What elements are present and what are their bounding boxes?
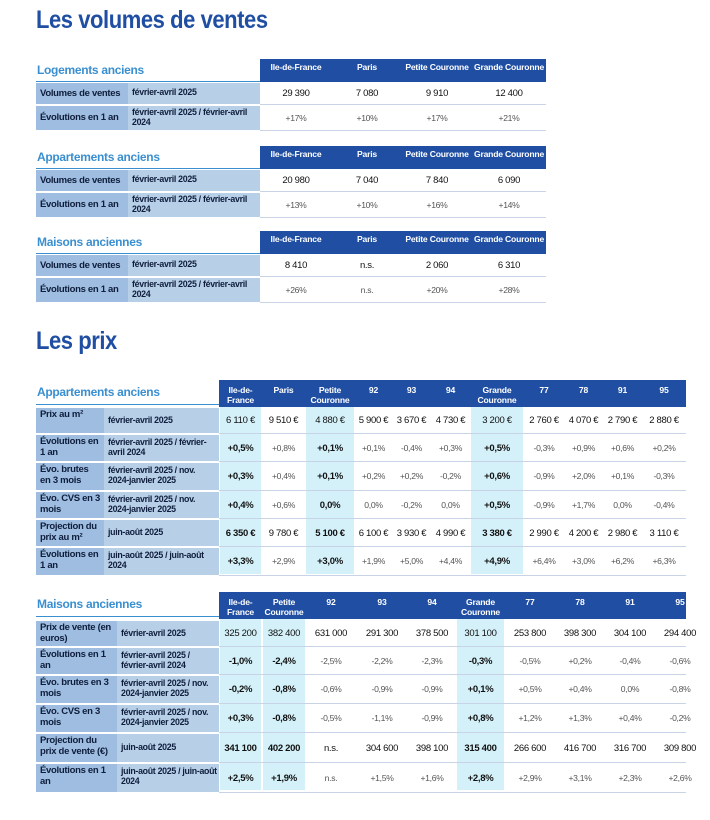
row-label: Évolutions en 1 an (40, 549, 99, 571)
row-label: Évolutions en 1 an (40, 649, 106, 671)
volumes-cell: 9 910 (425, 88, 449, 99)
prix_mai-cell: 315 400 (464, 742, 497, 754)
prix_mai-cell: +0,1% (467, 684, 494, 695)
prix_apt-cell: +0,5% (484, 499, 510, 511)
prix_mai-section-title: Maisons anciennes (37, 597, 142, 611)
prix_mai-col-header: 94 (427, 597, 437, 607)
volumes-col-header: Grande Couronne (473, 62, 545, 72)
prix_mai-cell: -2,3% (421, 655, 443, 666)
prix_apt-cell: -0,3% (653, 471, 675, 481)
prix_apt-col-header: 78 (578, 385, 589, 395)
row-label: Volumes de ventes (40, 87, 121, 99)
prix_mai-cell: +2,6% (668, 772, 692, 783)
prix_mai-cell: 416 700 (563, 742, 597, 754)
prix_mai-cell: -0,5% (519, 655, 541, 666)
prix_mai-cell: +2,8% (467, 772, 494, 784)
prix_mai-col-header: 92 (326, 597, 336, 607)
prix_apt-cell: +4,4% (438, 556, 463, 566)
volumes-cell: n.s. (359, 260, 375, 271)
row-separator (260, 104, 546, 105)
row-label: Évolutions en 1 an (40, 284, 119, 295)
volumes-cell: +17% (285, 112, 307, 123)
row-period: février-avril 2025 / février-avril 2024 (132, 279, 247, 299)
row-separator (219, 546, 686, 547)
prix_apt-cell: 3 200 € (482, 415, 512, 426)
prix_apt-cell: 6 110 € (226, 415, 255, 426)
prix_mai-cell: 301 100 (464, 628, 497, 639)
volumes-cell: 7 080 (355, 88, 379, 99)
volumes-cell: 7 840 (425, 175, 449, 186)
prix_apt-col-header: Paris (273, 385, 294, 395)
row-separator (219, 575, 686, 576)
prix_mai-cell: +0,3% (227, 713, 254, 724)
prix-title: Les prix (36, 327, 117, 355)
prix_apt-col-header: 93 (406, 385, 417, 395)
row-separator (260, 217, 546, 218)
prix_mai-cell: 631 000 (314, 628, 348, 639)
prix_mai-cell: +0,8% (467, 713, 494, 724)
volumes-cell: +10% (356, 112, 378, 123)
prix_apt-cell: -0,2% (440, 471, 461, 481)
prix_apt-col-header: Grande Couronne (477, 385, 517, 405)
volumes-section-title: Appartements anciens (37, 150, 160, 164)
prix_mai-cell: -0,4% (619, 655, 641, 666)
prix_mai-cell: +2,5% (227, 772, 254, 784)
row-period: juin-août 2025 / juin-août 2024 (121, 766, 217, 786)
row-label: Évolutions en 1 an (40, 436, 99, 458)
prix_mai-col-header: Grande Couronne (461, 597, 500, 617)
prix_mai-cell: +1,6% (420, 772, 444, 783)
prix_apt-cell: +0,2% (399, 471, 424, 481)
row-label: Évo. brutes en 3 mois (40, 677, 109, 699)
volumes-col-header: Petite Couronne (405, 62, 469, 72)
prix_apt-cell: 3 930 € (396, 527, 427, 539)
volumes-cell: 8 410 (284, 260, 308, 271)
prix_mai-col-header: 78 (575, 597, 585, 607)
prix_apt-cell: +0,1% (610, 471, 635, 481)
prix_mai-cell: -1,1% (371, 713, 393, 723)
prix_mai-cell: +0,5% (518, 684, 542, 694)
prix_apt-cell: 2 990 € (529, 527, 559, 539)
prix_mai-cell: 325 200 (224, 628, 257, 639)
prix_apt-cell: +1,7% (571, 499, 596, 510)
volumes-cell: n.s. (360, 284, 374, 295)
prix_apt-cell: +2,9% (271, 556, 296, 566)
volumes-cell: 20 980 (282, 175, 310, 186)
prix_mai-cell: +3,1% (568, 772, 592, 783)
row-period: février-avril 2025 / nov. 2024-janvier 2025 (108, 465, 196, 485)
prix_apt-cell: 6 350 € (225, 527, 256, 539)
row-period: février-avril 2025 (108, 414, 173, 425)
highlight-column (263, 619, 305, 790)
prix_mai-cell: -2,4% (272, 655, 296, 667)
row-label: Projection du prix au m² (40, 521, 97, 543)
volumes-cell: 2 060 (425, 260, 449, 271)
row-label: Évolutions en 1 an (40, 112, 119, 123)
prix_mai-cell: 378 500 (415, 628, 449, 639)
prix_mai-cell: n.s. (323, 742, 339, 754)
prix_mai-cell: 398 100 (415, 742, 449, 754)
prix_apt-cell: +6,4% (532, 556, 556, 566)
prix_apt-cell: +0,2% (361, 471, 386, 481)
prix_apt-cell: +0,9% (571, 442, 596, 453)
row-period: février-avril 2025 (132, 259, 197, 269)
prix_apt-cell: +1,9% (361, 556, 386, 566)
prix_mai-col-header: Petite Couronne (264, 597, 304, 617)
prix_mai-cell: +2,3% (618, 772, 642, 783)
section-rule (36, 81, 260, 82)
row-label: Évo. CVS en 3 mois (40, 706, 100, 728)
prix_mai-cell: -0,8% (669, 684, 691, 694)
prix_mai-cell: -0,9% (421, 684, 443, 694)
prix_apt-cell: 2 980 € (607, 527, 638, 539)
prix_mai-cell: -0,6% (320, 684, 342, 694)
prix_apt-cell: +0,4% (271, 471, 296, 481)
volumes-cell: +10% (356, 199, 378, 210)
row-period: février-avril 2025 / nov. 2024-janvier 2025 (121, 707, 209, 727)
volumes-cell: +28% (498, 284, 520, 295)
volumes-col-header: Paris (356, 234, 378, 244)
row-period: février-avril 2025 (132, 87, 197, 97)
prix_mai-cell: +1,2% (518, 713, 542, 723)
row-period: février-avril 2025 / février-avril 2024 (132, 194, 247, 214)
row-label: Évolutions en 1 an (40, 765, 106, 787)
prix_mai-cell: -1,0% (228, 655, 253, 667)
prix_apt-cell: 2 880 € (649, 415, 679, 426)
prix_apt-cell: +5,0% (399, 556, 424, 566)
prix_apt-section-title: Appartements anciens (37, 385, 160, 399)
row-period: février-avril 2025 / nov. 2024-janvier 2025 (121, 678, 209, 698)
prix_mai-cell: +1,9% (271, 772, 297, 784)
row-label: Prix de vente (en euros) (40, 622, 111, 644)
row-separator (219, 762, 686, 763)
prix_apt-cell: +0,5% (484, 442, 510, 454)
volumes-col-header: Ile-de-France (270, 234, 322, 244)
prix_mai-cell: -0,3% (468, 655, 493, 667)
prix_apt-cell: -0,4% (401, 442, 422, 453)
row-separator (219, 461, 686, 462)
row-period: février-avril 2025 (132, 174, 197, 184)
prix_mai-col-header: 93 (377, 597, 387, 607)
prix_apt-col-header: 95 (659, 385, 669, 395)
prix_apt-cell: 4 730 € (435, 415, 466, 426)
prix_apt-cell: +0,1% (317, 442, 343, 454)
volumes-cell: 12 400 (495, 88, 523, 99)
prix_apt-cell: 2 790 € (607, 415, 638, 426)
row-period: février-avril 2025 / nov. 2024-janvier 2025 (108, 494, 196, 514)
prix_apt-cell: +0,6% (271, 499, 296, 510)
prix_apt-cell: +0,3% (438, 442, 463, 453)
volumes-cell: +26% (285, 284, 307, 295)
prix_apt-cell: 0,0% (441, 499, 460, 510)
prix_apt-cell: +0,6% (484, 471, 510, 482)
prix_mai-cell: +0,4% (618, 713, 642, 723)
prix_apt-cell: +0,4% (227, 499, 254, 511)
prix_mai-cell: +1,3% (568, 713, 592, 723)
prix_mai-cell: 316 700 (613, 742, 647, 754)
prix_apt-cell: -0,9% (533, 499, 555, 510)
prix_apt-cell: 5 900 € (358, 415, 389, 426)
volumes-col-header: Paris (356, 62, 378, 72)
prix_apt-cell: 5 100 € (315, 527, 345, 539)
prix_apt-cell: 0,0% (364, 499, 383, 510)
prix_apt-cell: +6,2% (610, 556, 635, 566)
prix_mai-cell: 0,0% (620, 684, 640, 694)
prix_mai-cell: -0,2% (669, 713, 691, 723)
row-separator (219, 792, 686, 793)
volumes-col-header: Petite Couronne (405, 234, 469, 244)
prix_mai-cell: -0,8% (272, 684, 296, 695)
row-period: juin-août 2025 / juin-août 2024 (108, 550, 204, 570)
row-separator (219, 490, 686, 491)
prix_apt-cell: 2 760 € (529, 415, 559, 426)
row-separator (260, 130, 546, 131)
volumes-cell: +20% (426, 284, 448, 295)
volumes-cell: +21% (498, 112, 520, 123)
prix_mai-cell: n.s. (324, 772, 338, 783)
volumes-col-header: Ile-de-France (270, 149, 322, 159)
prix_apt-cell: 0,0% (319, 499, 341, 511)
row-separator (219, 518, 686, 519)
row-separator (260, 191, 546, 192)
prix_apt-cell: 6 100 € (358, 527, 389, 539)
row-period: février-avril 2025 / février-avril 2024 (132, 107, 247, 127)
volumes-col-header: Paris (356, 149, 378, 159)
prix_apt-cell: -0,9% (533, 471, 555, 481)
prix_apt-col-header: 92 (368, 385, 379, 395)
prix_apt-cell: -0,4% (653, 499, 675, 510)
row-separator (219, 703, 686, 704)
row-period: février-avril 2025 / février-avril 2024 (121, 650, 190, 670)
prix_apt-cell: 3 110 € (649, 527, 679, 539)
prix_mai-col-header: 91 (625, 597, 635, 607)
row-period: février-avril 2025 / février-avril 2024 (108, 437, 207, 457)
section-rule (36, 616, 219, 617)
prix_apt-cell: +0,5% (227, 442, 254, 454)
volumes-col-header: Ile-de-France (270, 62, 322, 72)
prix_apt-cell: +3,3% (227, 556, 254, 567)
volumes-cell: 6 310 (497, 260, 521, 271)
prix_apt-col-header: 91 (617, 385, 628, 395)
prix_apt-cell: 4 880 € (315, 415, 345, 426)
volumes-cell: +13% (285, 199, 307, 210)
row-label: Volumes de ventes (40, 259, 121, 271)
row-label: Évolutions en 1 an (40, 199, 119, 210)
prix_apt-cell: +0,1% (317, 471, 343, 482)
prix_mai-cell: -0,2% (228, 684, 253, 695)
prix_apt-cell: 9 780 € (268, 527, 299, 539)
prix_apt-cell: 4 200 € (568, 527, 599, 539)
prix_mai-cell: 382 400 (267, 628, 301, 639)
prix_apt-cell: +0,2% (652, 442, 676, 453)
prix_mai-col-header: 77 (525, 597, 535, 607)
prix_apt-cell: +6,3% (652, 556, 676, 566)
prix_apt-cell: +3,0% (571, 556, 596, 566)
prix_apt-cell: +0,6% (610, 442, 635, 453)
prix_apt-cell: +3,0% (317, 556, 343, 567)
prix_apt-cell: -0,2% (401, 499, 422, 510)
row-label: Prix au m² (40, 409, 83, 420)
volumes-cell: +16% (426, 199, 448, 210)
prix_mai-cell: 309 800 (663, 742, 697, 754)
prix_mai-cell: 398 300 (563, 628, 597, 639)
prix_mai-cell: +1,5% (370, 772, 394, 783)
volumes-cell: 29 390 (282, 88, 310, 99)
row-period: février-avril 2025 (121, 627, 186, 638)
prix_mai-cell: 341 100 (224, 742, 257, 754)
volumes-cell: 6 090 (497, 175, 521, 186)
row-separator (219, 732, 686, 733)
prix_mai-cell: 294 400 (663, 628, 697, 639)
prix_mai-cell: -2,2% (371, 655, 393, 666)
prix_mai-cell: -0,6% (669, 655, 691, 666)
volumes-cell: +14% (498, 199, 520, 210)
prix_mai-cell: -2,5% (320, 655, 342, 666)
volumes-cell: +17% (426, 112, 448, 123)
prix_apt-col-header: 94 (445, 385, 456, 395)
volumes-col-header: Grande Couronne (473, 234, 545, 244)
row-period: juin-août 2025 (121, 742, 176, 752)
prix_apt-col-header: Ile-de-France (227, 385, 254, 405)
prix_mai-cell: 402 200 (267, 742, 301, 754)
row-separator (260, 302, 546, 303)
prix_mai-cell: 266 600 (513, 742, 547, 754)
section-rule (36, 253, 260, 254)
prix_apt-cell: 9 510 € (268, 415, 299, 426)
row-separator (219, 674, 686, 675)
volumes-cell: 7 040 (355, 175, 379, 186)
volumes-section-title: Logements anciens (37, 63, 144, 77)
row-separator (219, 646, 686, 647)
row-separator (260, 276, 546, 277)
highlight-column (220, 619, 261, 790)
prix_apt-cell: 3 380 € (482, 527, 512, 539)
prix_mai-col-header: Ile-de-France (227, 597, 254, 617)
section-rule (36, 168, 260, 169)
row-label: Volumes de ventes (40, 174, 121, 186)
row-label: Projection du prix de vente (€) (40, 735, 108, 757)
prix_apt-col-header: Petite Couronne (310, 385, 350, 405)
prix_mai-cell: 253 800 (513, 628, 547, 639)
prix_mai-cell: -0,5% (320, 713, 342, 723)
row-period: juin-août 2025 (108, 527, 163, 537)
prix_apt-cell: -0,3% (533, 442, 555, 453)
prix_mai-cell: +2,9% (518, 772, 542, 783)
prix_apt-cell: 3 670 € (396, 415, 427, 426)
prix_apt-cell: 4 990 € (435, 527, 466, 539)
prix_apt-cell: +0,3% (227, 471, 254, 482)
prix_mai-cell: 304 600 (365, 742, 399, 754)
prix_mai-cell: +0,2% (568, 655, 592, 666)
volumes-title: Les volumes de ventes (36, 6, 268, 34)
volumes-section-title: Maisons anciennes (37, 235, 142, 249)
prix_mai-cell: -0,9% (421, 713, 443, 723)
volumes-col-header: Grande Couronne (473, 149, 545, 159)
prix_mai-cell: -0,9% (371, 684, 393, 694)
prix_mai-cell: 304 100 (613, 628, 647, 639)
row-label: Évo. CVS en 3 mois (40, 493, 100, 515)
section-rule (36, 404, 219, 405)
prix_apt-cell: 0,0% (613, 499, 632, 510)
prix_apt-cell: +0,8% (271, 442, 296, 453)
prix_apt-cell: 4 070 € (568, 415, 599, 426)
prix_mai-cell: -0,8% (272, 713, 296, 724)
highlight-column (457, 619, 504, 790)
prix_apt-cell: +0,1% (361, 442, 386, 453)
row-label: Évo. brutes en 3 mois (40, 464, 89, 486)
prix_apt-cell: +4,9% (484, 556, 510, 567)
prix_apt-cell: +2,0% (571, 471, 596, 481)
prix_mai-cell: 291 300 (365, 628, 399, 639)
prix_mai-col-header: 95 (675, 597, 685, 607)
prix_apt-col-header: 77 (539, 385, 549, 395)
volumes-col-header: Petite Couronne (405, 149, 469, 159)
prix_mai-cell: +0,4% (568, 684, 592, 694)
row-separator (219, 433, 686, 434)
